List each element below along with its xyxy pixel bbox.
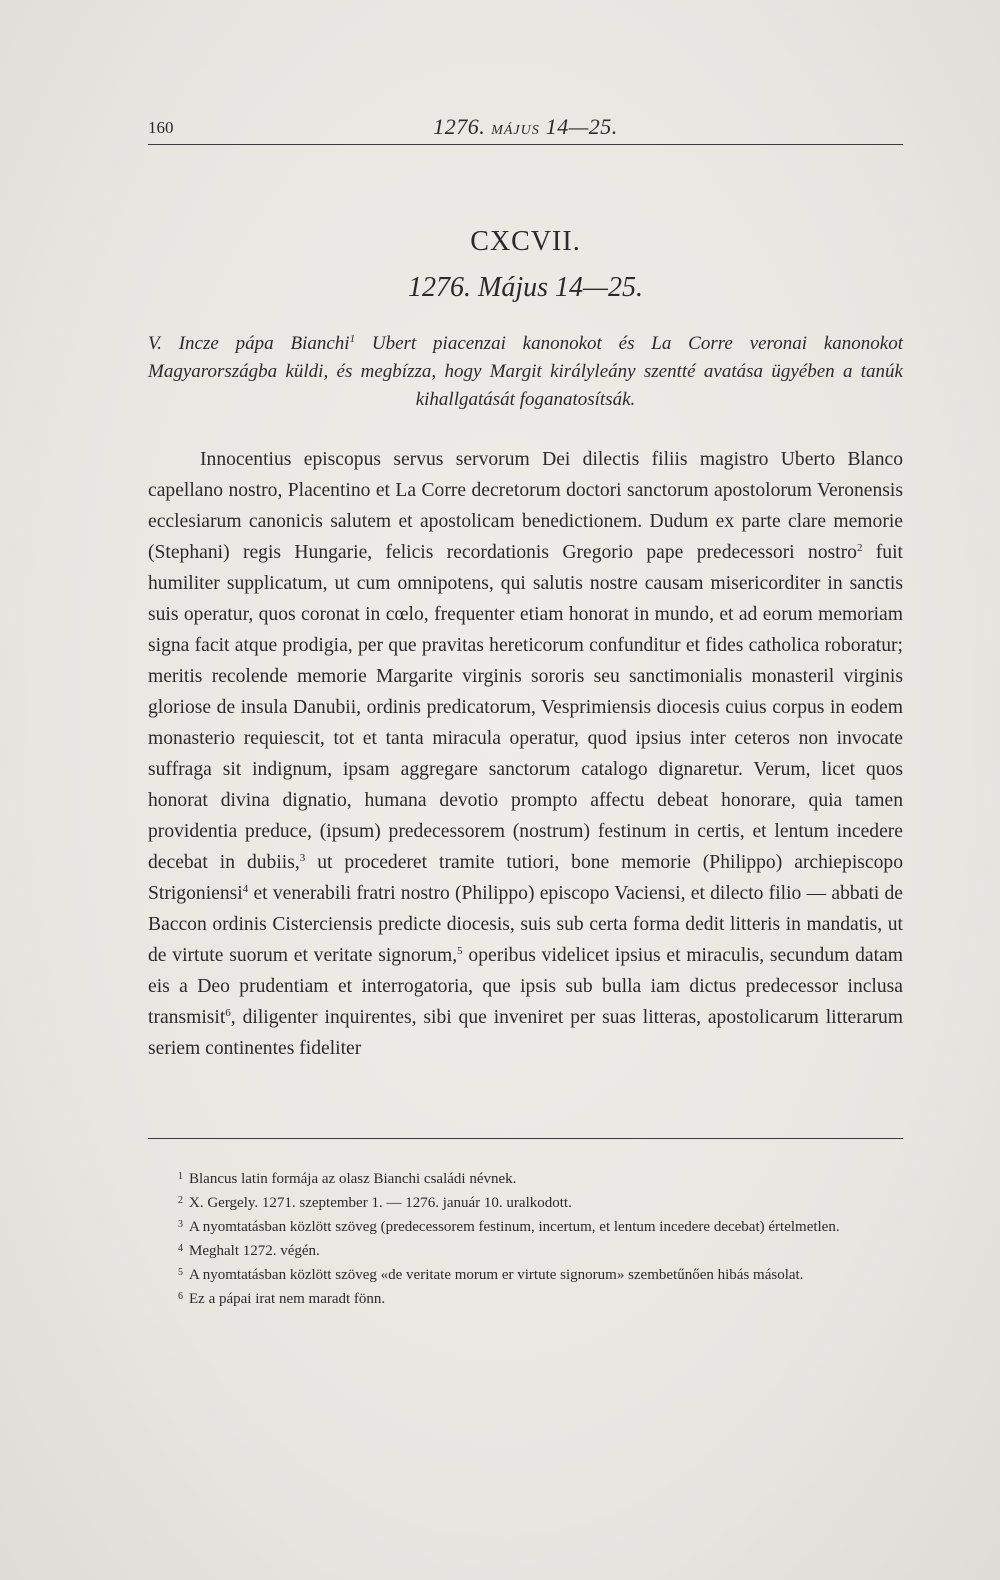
footnote-mark: 5	[178, 1267, 183, 1278]
running-date-year: 1276.	[433, 114, 486, 139]
footnote	[160, 1238, 905, 1262]
document-date: 1276. Május 14—25.	[408, 272, 643, 303]
running-date	[148, 114, 903, 140]
footnote-ref-1: 1	[349, 333, 356, 345]
footnote-mark: 1	[178, 1171, 183, 1182]
footnote-ref-4: 4	[242, 883, 249, 895]
footnote-mark: 3	[178, 1219, 183, 1230]
document-number: CXCVII.	[470, 226, 581, 257]
footnote-ref-2: 2	[856, 542, 863, 554]
footnote	[160, 1166, 905, 1190]
footnote-text: Meghalt 1272. végén.	[189, 1243, 320, 1259]
charter-segment-1: Innocentius episcopus servus servorum Dei dilectis filiis magistro Uberto Blanco capellano nostro, Placentino et La Corre decretorum doctori sanctorum apostolorum Veronensis ecclesiarum canonicis salutem et apostolicam benedictionem. Dudum ex parte clare memorie (Stephani) regis Hungarie, felicis recordationis Gregorio pape predecessori nostro	[148, 449, 903, 563]
charter-segment-5: operibus videlicet ipsius et miraculis, secundum datam eis a Deo prudentiam et interrogatoria, que ipsis sub bulla iam dictus predecessor inclusa transmisit	[148, 945, 904, 1028]
charter-segment-4: et venerabili fratri nostro (Philippo) episcopo Vaciensi, et dilecto filio — abbati de Baccon ordinis Cisterciensis predicte diocesis, suis sub certa forma dedit litteris in mandatis, ut de virtute suorum et veritate signorum,	[148, 883, 903, 966]
footnote-divider	[148, 1138, 903, 1139]
footnote-mark: 6	[178, 1291, 183, 1302]
regest-part-1: V. Incze pápa Bianchi	[148, 333, 350, 354]
footnote	[160, 1214, 905, 1238]
charter-segment-6: , diligenter inquirentes, sibi que inveniret per suas litteras, apostolicarum litterarum seriem continentes fideliter	[148, 1007, 903, 1059]
regest-summary	[148, 330, 903, 414]
page-number: 160	[148, 118, 174, 137]
footnote-text: Ez a pápai irat nem maradt fönn.	[189, 1291, 386, 1307]
footnote	[160, 1286, 905, 1310]
charter-segment-2: fuit humiliter supplicatum, ut cum omnipotens, qui salutis nostre causam misericorditer in sanctis suis operatur, quos coronat in cœlo, frequenter etiam honorat in mundo, et ad eorum memoriam signa facit atque prodigia, per que pravitas hereticorum confunditur et fides catholica roboratur; meritis recolende memorie Margarite virginis sororis seu sanctimonialis monasteril virginis gloriose de insula Danubii, ordinis predicatorum, Vesprimiensis diocesis cuius corpus in eodem monasterio requiescit, tot et tanta miracula operatur, quod ipsius inter ceteros non invocate suffraga sit indignum, ipsam aggregare sanctorum catalogo dignaretur. Verum, licet quos honorat divina dignatio, humana devotio prompto affectu debeat honorare, quia tamen providentia preduce, (ipsum) predecessorem (nostrum) festinum in certis, et lentum incedere decebat in dubiis,	[148, 542, 903, 873]
footnote	[160, 1190, 905, 1214]
footnote-text: A nyomtatásban közlött szöveg «de veritate morum er virtute signorum» szembetűnően hibás másolat.	[189, 1267, 804, 1283]
footnote-text: A nyomtatásban közlött szöveg (predecessorem festinum, incertum, et lentum incedere decebat) értelmetlen.	[189, 1219, 840, 1235]
charter-segment-3: ut procederet tramite tutiori, bone memorie (Philippo) archiepiscopo Strigoniensi	[148, 852, 903, 904]
charter-text	[148, 444, 903, 1064]
footnotes	[160, 1166, 905, 1310]
footnote-ref-5: 5	[457, 945, 463, 957]
running-head	[148, 114, 903, 145]
footnote	[160, 1262, 905, 1286]
footnote-text: Blancus latin formája az olasz Bianchi családi névnek.	[189, 1171, 517, 1187]
footnote-mark: 2	[178, 1195, 183, 1206]
regest-part-2: Ubert piacenzai kanonokot és La Corre veronai kanonokot Magyarországba küldi, és megbízza, hogy Margit királyleány szentté avatása ügyében a tanúk kihallgatását foganatosítsák.	[148, 333, 903, 410]
running-date-days: 14—25.	[545, 114, 618, 139]
running-date-month: MÁJUS	[491, 123, 540, 138]
footnote-ref-3: 3	[299, 852, 306, 864]
charter-paragraph	[148, 444, 903, 1064]
footnote-ref-6: 6	[225, 1007, 231, 1019]
footnote-text: X. Gergely. 1271. szeptember 1. — 1276. január 10. uralkodott.	[189, 1195, 572, 1211]
footnote-mark: 4	[178, 1243, 183, 1254]
